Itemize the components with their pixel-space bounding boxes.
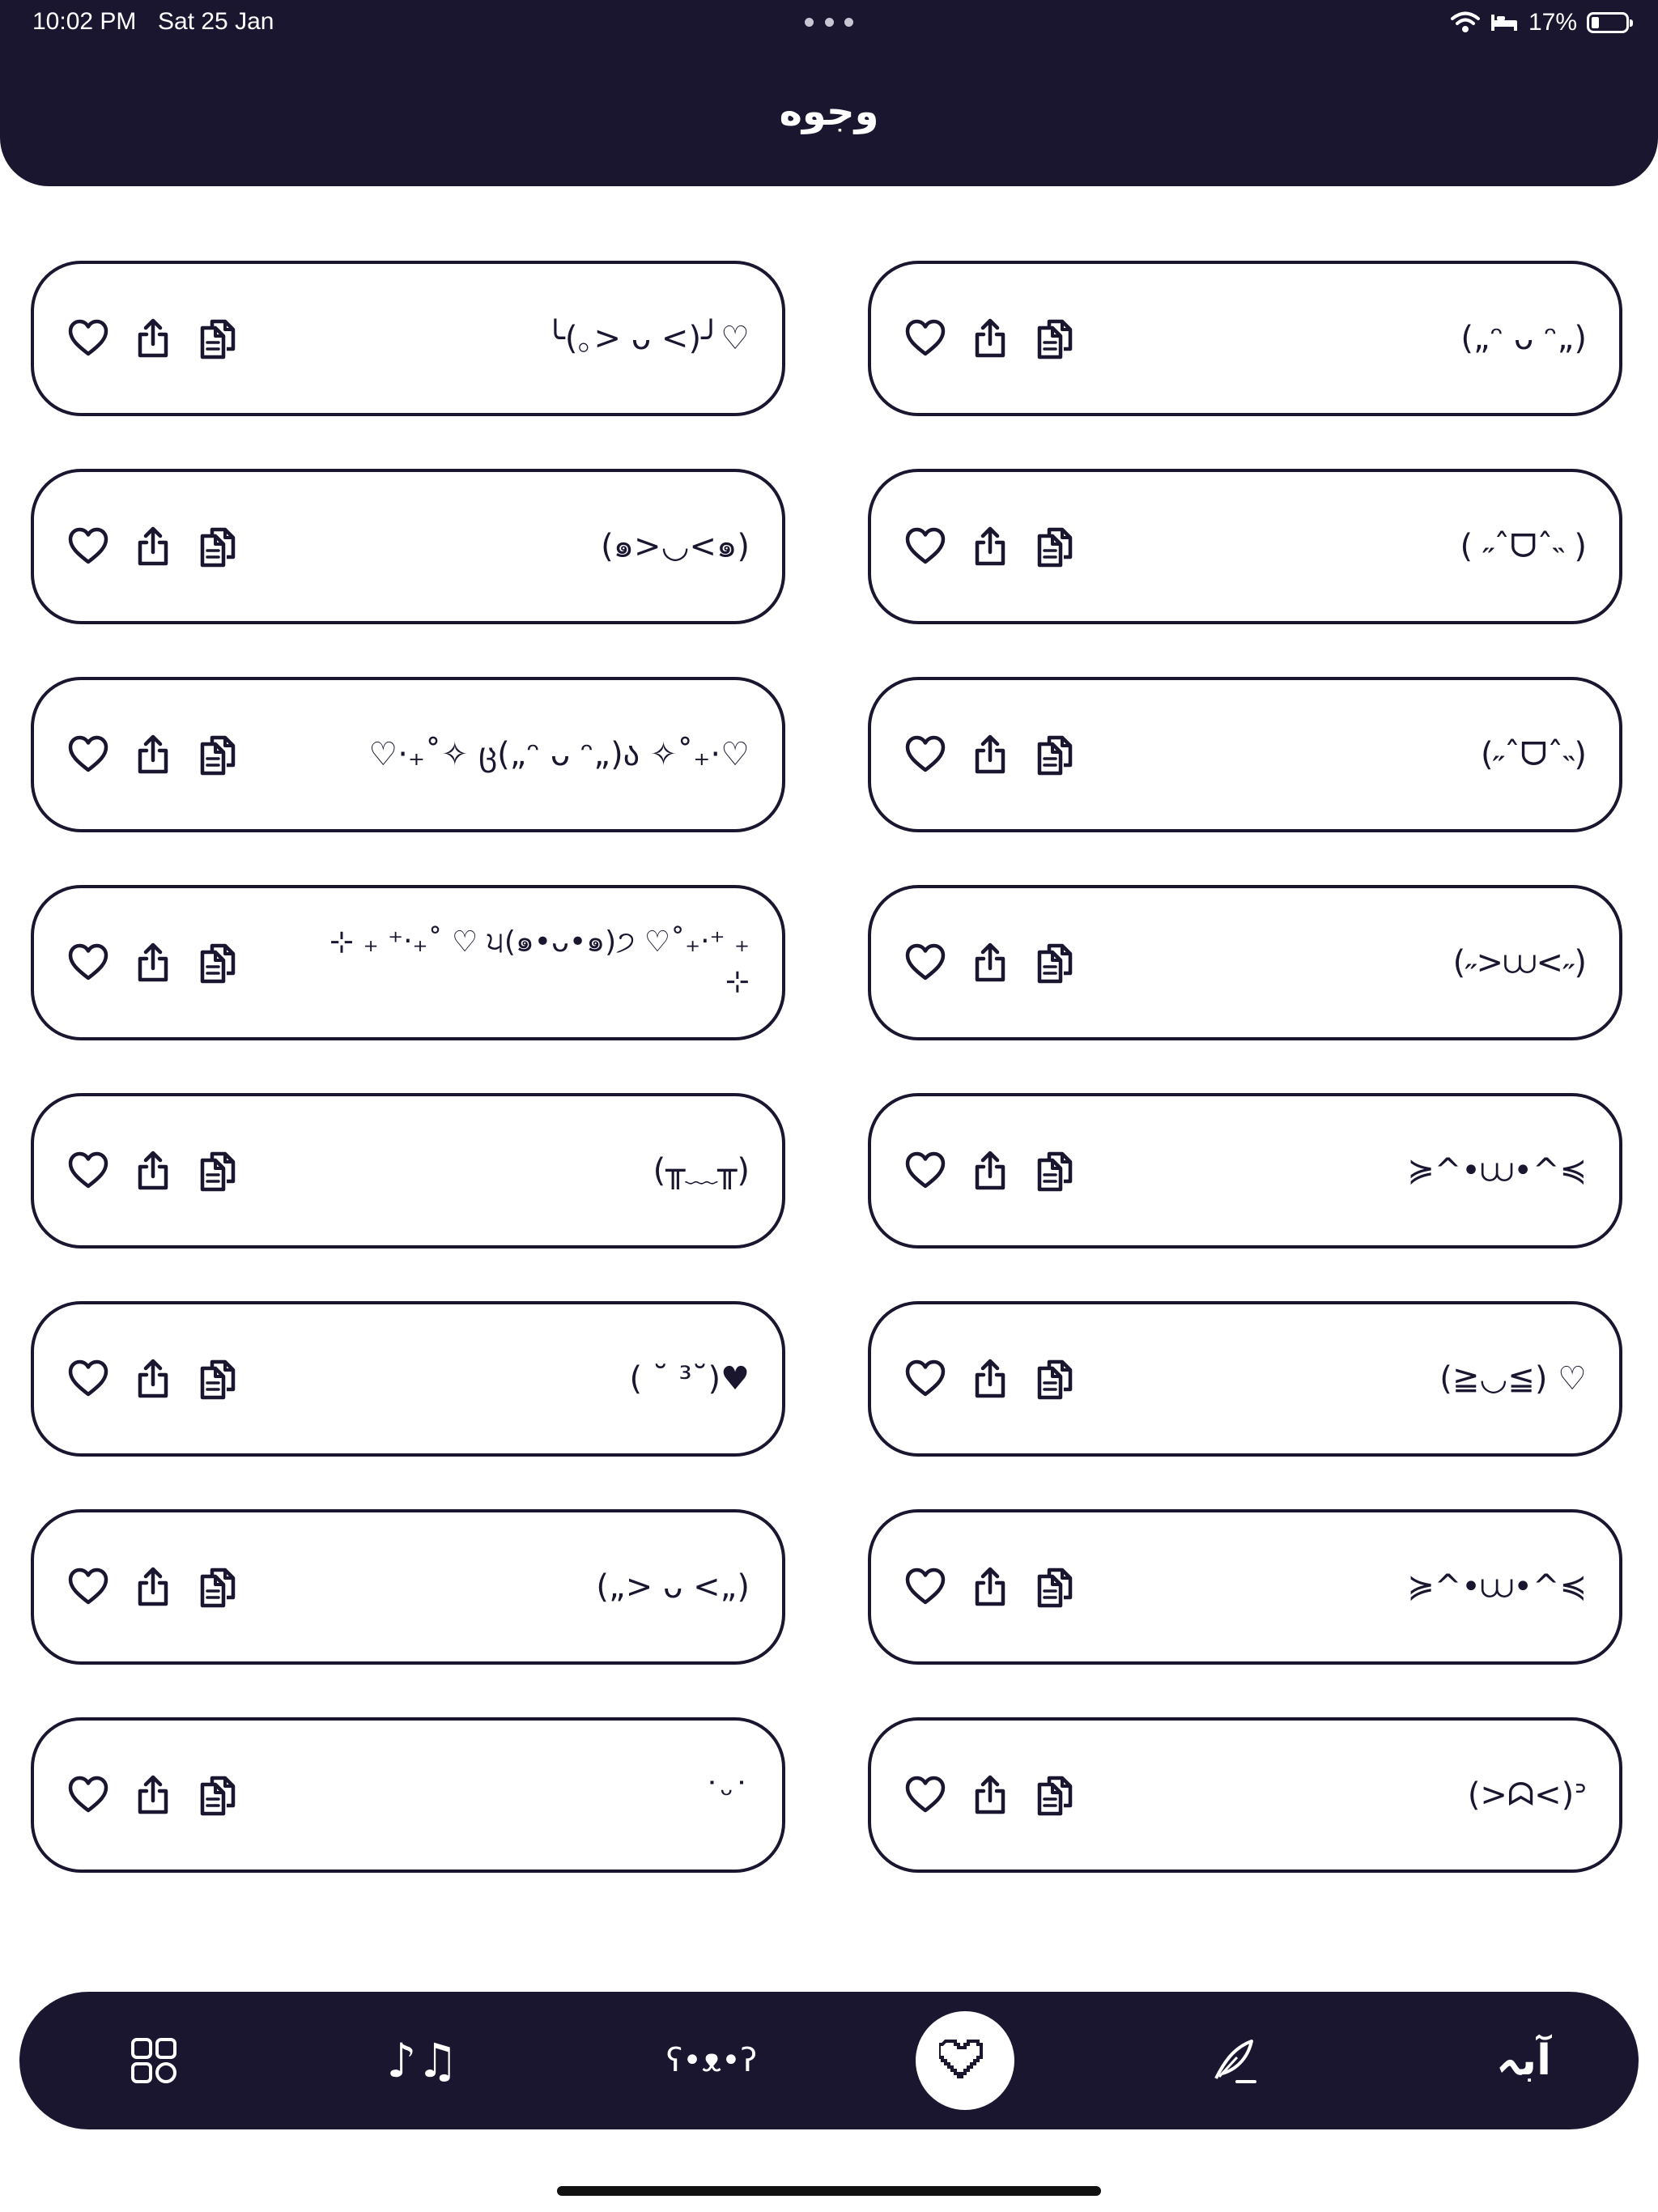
tab-kaomoji[interactable] [635, 1992, 789, 2129]
card-actions [903, 472, 1077, 621]
heart-icon [66, 733, 110, 776]
copy-icon [1033, 1565, 1077, 1609]
bed-icon [1490, 13, 1519, 32]
share-icon [131, 941, 175, 985]
share-icon [968, 317, 1012, 360]
kaomoji-text[interactable]: (≧◡≦) ♡ [1439, 1360, 1587, 1397]
card-actions [903, 264, 1077, 413]
copy-button[interactable] [196, 1565, 240, 1609]
share-icon [968, 1565, 1012, 1609]
kaomoji-card-left-6 [31, 1301, 785, 1457]
copy-icon [1033, 733, 1077, 776]
share-button[interactable] [131, 1565, 175, 1609]
share-button[interactable] [968, 1357, 1012, 1401]
heart-icon [903, 317, 947, 360]
share-icon [968, 733, 1012, 776]
copy-icon [1033, 1357, 1077, 1401]
arabic-text-icon: آبہ [1496, 2036, 1551, 2085]
kaomoji-text[interactable]: ˙ᵕ˙ [704, 1776, 750, 1814]
heart-icon [903, 1773, 947, 1817]
kaomoji-card-right-7 [868, 1509, 1622, 1665]
kaomoji-card-right-6 [868, 1301, 1622, 1457]
heart-icon [939, 2038, 991, 2083]
kaomoji-card-left-7 [31, 1509, 785, 1665]
heart-icon [66, 317, 110, 360]
copy-button[interactable] [1033, 1357, 1077, 1401]
share-icon [968, 1357, 1012, 1401]
favorite-button[interactable] [66, 1357, 110, 1401]
copy-icon [196, 1773, 240, 1817]
copy-button[interactable] [196, 1357, 240, 1401]
heart-icon [66, 525, 110, 568]
share-icon [131, 317, 175, 360]
copy-button[interactable] [1033, 1565, 1077, 1609]
kaomoji-text[interactable]: (๑>◡<๑) [601, 528, 750, 565]
kaomoji-text[interactable]: ≽^•⩊•^≼ [1407, 1152, 1587, 1189]
share-button[interactable] [131, 1773, 175, 1817]
share-button[interactable] [131, 317, 175, 360]
copy-button[interactable] [196, 733, 240, 776]
card-actions [903, 888, 1077, 1037]
multitasking-dots[interactable] [805, 18, 853, 29]
wifi-icon [1451, 11, 1480, 34]
active-tab-indicator [916, 2011, 1014, 2110]
copy-icon [196, 1149, 240, 1193]
kaomoji-card-left-8 [31, 1717, 785, 1873]
share-button[interactable] [131, 525, 175, 568]
page-title: وجوه [779, 89, 879, 134]
copy-icon [196, 941, 240, 985]
kaomoji-text[interactable]: ╰(｡> ᴗ <)╯♡ [545, 320, 750, 357]
kaomoji-card-right-8 [868, 1717, 1622, 1873]
status-time: 10:02 PM [32, 8, 137, 35]
share-icon [131, 733, 175, 776]
kaomoji-card-left-2 [31, 469, 785, 624]
card-actions [66, 1304, 240, 1453]
copy-button[interactable] [1033, 941, 1077, 985]
favorite-button[interactable] [903, 1357, 947, 1401]
copy-button[interactable] [196, 941, 240, 985]
card-actions [903, 1096, 1077, 1245]
battery-percent: 17% [1528, 9, 1577, 36]
music-notes-icon: ♪♫ [386, 2033, 459, 2088]
favorite-button[interactable] [903, 941, 947, 985]
heart-icon [66, 941, 110, 985]
copy-button[interactable] [1033, 317, 1077, 360]
kaomoji-text[interactable]: („ᵔ ᴗ ᵔ„) [1460, 320, 1587, 357]
kaomoji-text[interactable]: (˶>⩊<˶) [1452, 944, 1587, 981]
share-icon [131, 525, 175, 568]
card-actions [66, 680, 240, 829]
copy-icon [196, 525, 240, 568]
bottom-tab-bar [19, 1992, 1639, 2129]
share-button[interactable] [131, 733, 175, 776]
top-header [0, 0, 1658, 186]
share-icon [968, 1773, 1012, 1817]
tab-grid[interactable] [97, 1992, 210, 2129]
kaomoji-text[interactable]: (˶ˆᗜˆ˵) [1480, 736, 1587, 773]
share-icon [131, 1773, 175, 1817]
status-indicators [1451, 6, 1629, 39]
share-button[interactable] [968, 317, 1012, 360]
card-actions [903, 1721, 1077, 1870]
share-button[interactable] [968, 1773, 1012, 1817]
copy-icon [1033, 317, 1077, 360]
card-actions [66, 888, 240, 1037]
favorite-button[interactable] [66, 1149, 110, 1193]
home-indicator [557, 2186, 1101, 2196]
kaomoji-icon: ʕ•ᴥ•ʔ [665, 2042, 758, 2079]
copy-icon [1033, 1773, 1077, 1817]
card-actions [66, 1096, 240, 1245]
share-button[interactable] [968, 1565, 1012, 1609]
favorite-button[interactable] [903, 1773, 947, 1817]
tab-favorites[interactable] [908, 1992, 1022, 2129]
card-actions [66, 1512, 240, 1661]
kaomoji-text[interactable]: ⊹ ₊ ⁺‧₊˚ ♡ ੫(๑•ᴗ•๑)੭ ♡˚₊‧⁺ ₊ ⊹ [329, 925, 759, 998]
heart-icon [66, 1149, 110, 1193]
tab-music[interactable] [366, 1992, 479, 2129]
kaomoji-text[interactable]: ♡·₊˚✧ ც(„ᵔ ᴗ ᵔ„)ა ✧˚₊·♡ [368, 736, 750, 773]
copy-icon [196, 733, 240, 776]
share-icon [968, 941, 1012, 985]
favorite-button[interactable] [903, 1565, 947, 1609]
kaomoji-card-left-1 [31, 261, 785, 416]
favorite-button[interactable] [66, 525, 110, 568]
share-button[interactable] [968, 1149, 1012, 1193]
share-button[interactable] [131, 941, 175, 985]
copy-button[interactable] [196, 317, 240, 360]
copy-button[interactable] [1033, 1149, 1077, 1193]
share-button[interactable] [131, 1149, 175, 1193]
share-icon [131, 1357, 175, 1401]
share-icon [131, 1565, 175, 1609]
copy-icon [196, 1357, 240, 1401]
favorite-button[interactable] [903, 733, 947, 776]
copy-icon [1033, 1149, 1077, 1193]
copy-button[interactable] [196, 1149, 240, 1193]
card-actions [903, 1512, 1077, 1661]
kaomoji-card-left-5 [31, 1093, 785, 1249]
battery-icon [1587, 12, 1629, 33]
copy-icon [1033, 525, 1077, 568]
heart-icon [903, 1149, 947, 1193]
copy-button[interactable] [196, 525, 240, 568]
favorite-button[interactable] [66, 1773, 110, 1817]
copy-icon [1033, 941, 1077, 985]
share-button[interactable] [968, 941, 1012, 985]
copy-icon [196, 1565, 240, 1609]
favorite-button[interactable] [66, 317, 110, 360]
card-actions [903, 680, 1077, 829]
copy-button[interactable] [196, 1773, 240, 1817]
share-button[interactable] [968, 733, 1012, 776]
share-icon [968, 1149, 1012, 1193]
tab-quill[interactable] [1177, 1992, 1290, 2129]
kaomoji-text[interactable]: ( ˶ˆᗜˆ˵ ) [1460, 528, 1587, 565]
heart-icon [903, 1565, 947, 1609]
favorite-button[interactable] [66, 733, 110, 776]
favorite-button[interactable] [903, 317, 947, 360]
kaomoji-text[interactable]: ≽^•⩊•^≼ [1407, 1568, 1587, 1606]
kaomoji-card-right-1 [868, 261, 1622, 416]
favorite-button[interactable] [66, 941, 110, 985]
copy-icon [196, 317, 240, 360]
copy-button[interactable] [1033, 1773, 1077, 1817]
heart-icon [903, 525, 947, 568]
quill-icon [1208, 2035, 1260, 2087]
kaomoji-text[interactable]: (>ᗣ<)ᐣ [1467, 1776, 1587, 1814]
kaomoji-text[interactable]: ( ˘ ³˘)♥ [629, 1360, 750, 1397]
kaomoji-text[interactable]: (╥﹏╥) [653, 1152, 750, 1189]
card-actions [66, 1721, 240, 1870]
kaomoji-card-left-3 [31, 677, 785, 832]
tab-arabic[interactable] [1467, 1992, 1580, 2129]
kaomoji-card-right-3 [868, 677, 1622, 832]
kaomoji-card-right-2 [868, 469, 1622, 624]
favorite-button[interactable] [903, 1149, 947, 1193]
heart-icon [903, 733, 947, 776]
share-button[interactable] [131, 1357, 175, 1401]
share-icon [968, 525, 1012, 568]
kaomoji-card-right-4 [868, 885, 1622, 1040]
card-actions [903, 1304, 1077, 1453]
kaomoji-card-right-5 [868, 1093, 1622, 1249]
heart-icon [903, 1357, 947, 1401]
heart-icon [66, 1565, 110, 1609]
kaomoji-text[interactable]: („> ᴗ <„) [596, 1568, 750, 1606]
heart-icon [903, 941, 947, 985]
heart-icon [66, 1773, 110, 1817]
kaomoji-card-left-4 [31, 885, 785, 1040]
copy-button[interactable] [1033, 525, 1077, 568]
card-actions [66, 472, 240, 621]
favorite-button[interactable] [66, 1565, 110, 1609]
copy-button[interactable] [1033, 733, 1077, 776]
share-icon [131, 1149, 175, 1193]
heart-icon [66, 1357, 110, 1401]
favorite-button[interactable] [903, 525, 947, 568]
share-button[interactable] [968, 525, 1012, 568]
grid-icon [130, 2036, 178, 2085]
card-actions [66, 264, 240, 413]
status-date: Sat 25 Jan [158, 8, 274, 35]
